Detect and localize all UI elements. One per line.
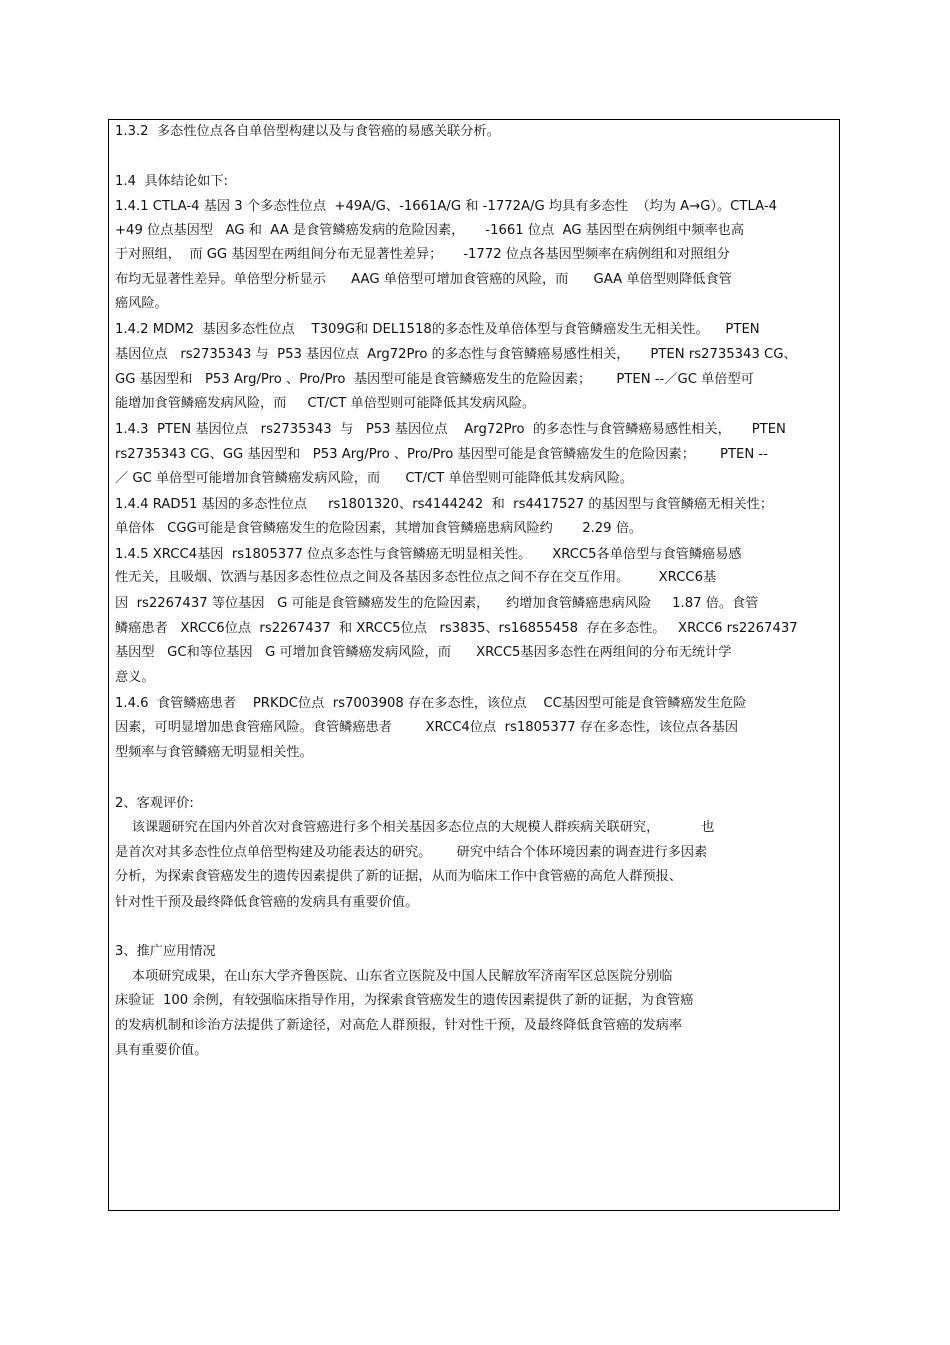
text-line: 因素，可明显增加患食管癌风险。食管鳞癌患者 XRCC4位点 rs1805377 存在多态性，该位点各基因 [115,720,739,735]
text-line: 基因型 GC和等位基因 G 可增加食管鳞癌发病风险，而 XRCC5基因多态性在两组间的分布无统计学 [115,645,732,660]
text-line: 布均无显著性差异。单倍型分析显示 AAG 单倍型可增加食管癌的风险，而 GAA 单倍型则降低食管 [115,272,732,287]
text-line: 的发病机制和诊治方法提供了新途径，对高危人群预报，针对性干预，及最终降低食管癌的发病率 [115,1018,683,1033]
text-line: 具有重要价值。 [115,1043,208,1058]
text-line: 1.4.3 PTEN 基因位点 rs2735343 与 P53 基因位点 Arg72Pro 的多态性与食管鳞癌易感性相关， PTEN [115,422,786,437]
text-line: 1.4.4 RAD51 基因的多态性位点 rs1801320、rs4144242 和 rs4417527 的基因型与食管鳞癌无相关性； [115,497,774,512]
text-line: 于对照组， 而 GG 基因型在两组间分布无显著性差异； -1772 位点各基因型频率在病例组和对照组分 [115,247,730,262]
text-line: 1.4.5 XRCC4基因 rs1805377 位点多态性与食管鳞癌无明显相关性。 XRCC5各单倍型与食管鳞癌易感 [115,547,742,562]
text-line: 型频率与食管鳞癌无明显相关性。 [115,745,313,760]
text-line: GG 基因型和 P53 Arg/Pro 、Pro/Pro 基因型可能是食管鳞癌发生的危险因素； PTEN --／GC 单倍型可 [115,372,754,387]
text-line: 能增加食管鳞癌发病风险，而 CT/CT 单倍型则可能降低其发病风险。 [115,396,536,411]
text-line: 是首次对其多态性位点单倍型构建及功能表达的研究。 研究中结合个体环境因素的调查进行多因素 [115,845,708,860]
text-line: ／ GC 单倍型可能增加食管鳞癌发病风险，而 CT/CT 单倍型则可能降低其发病风险。 [115,471,634,486]
text-line: 性无关，且吸烟、饮酒与基因多态性位点之间及各基因多态性位点之间不存在交互作用。 XRCC6基 [115,570,717,585]
text-line: 1.4.2 MDM2 基因多态性位点 T309G和 DEL1518的多态性及单倍体型与食管鳞癌发生无相关性。 PTEN [115,322,760,337]
text-line: 意义。 [115,670,155,685]
text-line: 针对性干预及最终降低食管癌的发病具有重要价值。 [115,895,419,910]
text-line: rs2735343 CG、GG 基因型和 P53 Arg/Pro 、Pro/Pro 基因型可能是食管鳞癌发生的危险因素； PTEN -- [115,447,768,462]
text-line: 该课题研究在国内外首次对食管癌进行多个相关基因多态位点的大规模人群疾病关联研究， 也 [115,820,715,835]
text-line: 基因位点 rs2735343 与 P53 基因位点 Arg72Pro 的多态性与食管鳞癌易感性相关， PTEN rs2735343 CG、 [115,347,797,362]
text-line: 癌风险。 [115,296,168,311]
line-1-3-2: 1.3.2 多态性位点各自单倍型构建以及与食管癌的易感关联分析。 [115,124,500,139]
heading-evaluation: 2、客观评价: [115,796,194,811]
text-line: 分析，为探索食管癌发生的遗传因素提供了新的证据，从而为临床工作中食管癌的高危人群预报、 [115,869,683,884]
heading-application: 3、推广应用情况 [115,944,216,959]
text-line: 单倍体 CGG可能是食管鳞癌发生的危险因素，其增加食管鳞癌患病风险约 2.29 倍。 [115,521,643,536]
heading-1-4: 1.4 具体结论如下: [115,174,228,189]
text-line: 1.4.1 CTLA-4 基因 3 个多态性位点 +49A/G、-1661A/G 和 -1772A/G 均具有多态性 （均为 A→G）。CTLA-4 [115,199,777,214]
text-line: 床验证 100 余例，有较强临床指导作用，为探索食管癌发生的遗传因素提供了新的证据，为食管癌 [115,993,694,1008]
text-line: +49 位点基因型 AG 和 AA 是食管鳞癌发病的危险因素， -1661 位点 AG 基因型在病例组中频率也高 [115,223,745,238]
text-line: 鳞癌患者 XRCC6位点 rs2267437 和 XRCC5位点 rs3835、rs16855458 存在多态性。 XRCC6 rs2267437 [115,621,798,636]
text-line: 1.4.6 食管鳞癌患者 PRKDC位点 rs7003908 存在多态性，该位点 CC基因型可能是食管鳞癌发生危险 [115,696,747,711]
text-line: 本项研究成果，在山东大学齐鲁医院、山东省立医院及中国人民解放军济南军区总医院分别临 [115,969,673,984]
text-line: 因 rs2267437 等位基因 G 可能是食管鳞癌发生的危险因素， 约增加食管鳞癌患病风险 1.87 倍。食管 [115,596,759,611]
